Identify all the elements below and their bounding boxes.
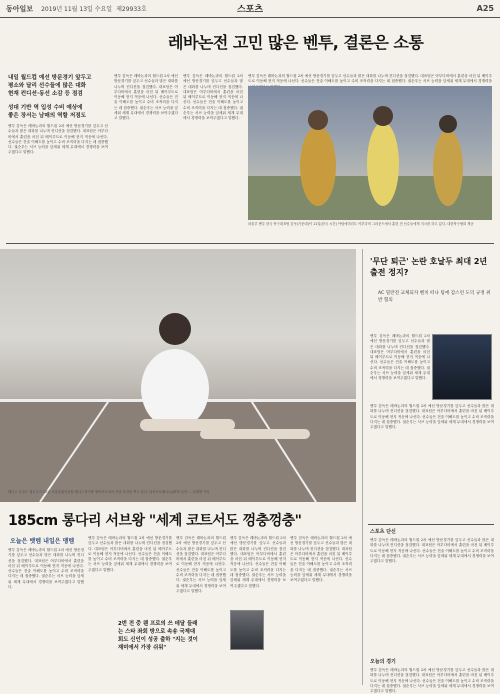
- deck-line-2: 평소와 달리 선수들에 많은 대화: [8, 83, 87, 89]
- feature-headline: 185cm 롱다리 서브왕 "세계 코트서도 껑충껑충": [8, 513, 302, 529]
- deck-line-5: 좋은 장서는 남매의 역할 저점도: [8, 113, 87, 119]
- brief-text: 벤투 감독은 레바논과의 월드컵 2차 예선 방문경기를 앞두고 선수들과 많은 대화를 나누며 컨디션을 점검했다. 대표팀은 아부다비에서 훈련을 마친 뒤 베이루트로 이동해 현지 적응에 나선다. 선수들은 전술 이해도를 높이고 수비 조직력을 다지는 데 집중했다. 권순우는 서브 능력을 앞세워 세계 무대에서 경쟁력을 보여주겠다고 말했다.: [370, 538, 494, 564]
- issue-number: 제29933호: [116, 6, 147, 13]
- side-col-1: 벤투 감독은 레바논과의 월드컵 2차 예선 방문경기를 앞두고 선수들과 많은 대화를 나누며 컨디션을 점검했다. 대표팀은 아부다비에서 훈련을 마친 뒤 베이루트로 이동해 현지 적응에 나선다. 선수들은 전술 이해도를 높이고 수비 조직력을 다지는 데 집중했다. 권순우는 서브 능력을 앞세워 세계 무대에서 경쟁력을 보여주겠다고 말했다.: [370, 334, 430, 381]
- newspaper-logo: 동아일보: [6, 4, 34, 13]
- top-story-col-4: 벤투 감독은 레바논과의 월드컵 2차 예선 방문경기를 앞두고 선수들과 많은 대화를 나누며 컨디션을 점검했다. 대표팀은 아부다비에서 훈련을 마친 뒤 베이루트로 이동해 현지 적응에 나선다. 선수들은 전술 이해도를 높이고 수비 조직력을 다지는 데 집중했다. 권순우는 서브 능력을 앞세워 세계 무대에서 경쟁력을: [248, 74, 492, 84]
- brief-title-2: 오늘의 경기: [370, 659, 396, 665]
- brief-title: 스포츠 단신: [370, 529, 396, 535]
- top-story-col-1: 벤투 감독은 레바논과의 월드컵 2차 예선 방문경기를 앞두고 선수들과 많은 대화를 나누며 컨디션을 점검했다. 대표팀은 아부다비에서 훈련을 마친 뒤 베이루트로 이동해 현지 적응에 나선다. 선수들은 전술 이해도를 높이고 수비 조직력을 다지는 데 집중했다. 권순우는 서브 능력을 앞세워 세계 무대에서 경쟁력을 보여주겠다고 말했다.: [8, 124, 108, 155]
- deck-line-4: 성대 기반 역 입성 수비 예상에: [8, 105, 83, 111]
- top-story-col-3: 벤투 감독은 레바논과의 월드컵 2차 예선 방문경기를 앞두고 선수들과 많은 대화를 나누며 컨디션을 점검했다. 대표팀은 아부다비에서 훈련을 마친 뒤 베이루트로 이동해 현지 적응에 나선다. 선수들은 전술 이해도를 높이고 수비 조직력을 다지는 데 집중했다. 권순우는 서브 능력을 앞세워 세계 무대에서 경쟁력을 보여주겠다고 말했다.: [183, 74, 243, 121]
- feature-photo-caption: 테니스 유망주 권순우가 12일 서울올림픽공원 테니스경기장 센터코트에서 기념 사진을 찍고 있다. 남자프로테니스(ATP) 투어 ... 김재명 기자: [8, 490, 210, 494]
- deck-line-1: 내일 월드컵 예선 방문경기 앞두고: [8, 75, 92, 81]
- feature-col-3: 벤투 감독은 레바논과의 월드컵 2차 예선 방문경기를 앞두고 선수들과 많은 대화를 나누며 컨디션을 점검했다. 대표팀은 아부다비에서 훈련을 마친 뒤 베이루트로 이동해 현지 적응에 나선다. 선수들은 전술 이해도를 높이고 수비 조직력을 다지는 데 집중했다. 권순우는 서브 능력을 앞세워 세계 무대에서 경쟁력을 보여주겠다고 말했다.: [176, 536, 226, 593]
- player-mugshot: [230, 610, 264, 650]
- section-divider: [6, 243, 494, 244]
- feature-col-4: 벤투 감독은 레바논과의 월드컵 2차 예선 방문경기를 앞두고 선수들과 많은 대화를 나누며 컨디션을 점검했다. 대표팀은 아부다비에서 훈련을 마친 뒤 베이루트로 이동해 현지 적응에 나선다. 선수들은 전술 이해도를 높이고 수비 조직력을 다지는 데 집중했다. 권순우는 서브 능력을 앞세워 세계 무대에서 경쟁력을 보여주겠다고 말했다.: [230, 536, 286, 588]
- team-training-photo: [248, 86, 492, 220]
- page-number: A25: [476, 4, 494, 13]
- ronaldo-photo: [432, 334, 492, 400]
- feature-subhead-left: 오늘은 뱃템 내일은 맹템: [10, 538, 75, 545]
- brief-text-2: 벤투 감독은 레바논과의 월드컵 2차 예선 방문경기를 앞두고 선수들과 많은 대화를 나누며 컨디션을 점검했다. 대표팀은 아부다비에서 훈련을 마친 뒤 베이루트로 이동해 현지 적응에 나선다. 선수들은 전술 이해도를 높이고 수비 조직력을 다지는 데 집중했다. 권순우는 서브 능력을 앞세워 세계 무대에서 경쟁력을 보여주겠다고 말했다.: [370, 668, 494, 694]
- feature-subhead-mid: 2번 전 중 웬 프로의 쓰 데달 들래는 스타 좌회 방으로 속송 국제대회도 신인이 성공 출하 "지는 것이 재미에서 가장 쉬워": [118, 621, 198, 651]
- feature-col-2: 벤투 감독은 레바논과의 월드컵 2차 예선 방문경기를 앞두고 선수들과 많은 대화를 나누며 컨디션을 점검했다. 대표팀은 아부다비에서 훈련을 마친 뒤 베이루트로 이동해 현지 적응에 나선다. 선수들은 전술 이해도를 높이고 수비 조직력을 다지는 데 집중했다. 권순우는 서브 능력을 앞세워 세계 무대에서 경쟁력을 보여주겠다고 말했다.: [88, 536, 172, 572]
- feature-col-1: 벤투 감독은 레바논과의 월드컵 2차 예선 방문경기를 앞두고 선수들과 많은 대화를 나누며 컨디션을 점검했다. 대표팀은 아부다비에서 훈련을 마친 뒤 베이루트로 이동해 현지 적응에 나선다. 선수들은 전술 이해도를 높이고 수비 조직력을 다지는 데 집중했다. 권순우는 서브 능력을 앞세워 세계 무대에서 경쟁력을 보여주겠다고 말했다.: [8, 548, 84, 590]
- side-headline: '무단 퇴근' 논란 호날두 최대 2년 출전 정지?: [370, 257, 488, 277]
- brief-divider: [368, 524, 494, 525]
- side-subhead: AC 밀란전 교체되자 벤치 떠나 팀에 감스런 도덕 규정 위반 혐의: [378, 291, 491, 303]
- page-header: [0, 0, 500, 18]
- column-rule: [362, 249, 363, 685]
- deck-line-3: 현재 컨디션·동선 소감 등 점검: [8, 91, 83, 97]
- side-col-2: 벤투 감독은 레바논과의 월드컵 2차 예선 방문경기를 앞두고 선수들과 많은 대화를 나누며 컨디션을 점검했다. 대표팀은 아부다비에서 훈련을 마친 뒤 베이루트로 이동해 현지 적응에 나선다. 선수들은 전술 이해도를 높이고 수비 조직력을 다지는 데 집중했다. 권순우는 서브 능력을 앞세워 세계 무대에서 경쟁력을 보여주겠다고 말했다.: [370, 404, 494, 430]
- tennis-player-photo: [0, 249, 356, 502]
- top-photo-caption: 파울루 벤투 한국 축구대표팀 감독(가운데)이 11일(한국 시간) 아랍에미리트 아부다비 그라운드에서 훈련 전 선수들에게 지시를 하고 있다. 대한축구협회 제공: [248, 222, 474, 226]
- feature-col-5: 벤투 감독은 레바논과의 월드컵 2차 예선 방문경기를 앞두고 선수들과 많은 대화를 나누며 컨디션을 점검했다. 대표팀은 아부다비에서 훈련을 마친 뒤 베이루트로 이동해 현지 적응에 나선다. 선수들은 전술 이해도를 높이고 수비 조직력을 다지는 데 집중했다. 권순우는 서브 능력을 앞세워 세계 무대에서 경쟁력을 보여주겠다고 말했다.: [290, 536, 352, 583]
- top-headline: 레바논전 고민 많은 벤투, 결론은 소통: [168, 33, 424, 52]
- top-story-col-2: 벤투 감독은 레바논과의 월드컵 2차 예선 방문경기를 앞두고 선수들과 많은 대화를 나누며 컨디션을 점검했다. 대표팀은 아부다비에서 훈련을 마친 뒤 베이루트로 이동해 현지 적응에 나선다. 선수들은 전술 이해도를 높이고 수비 조직력을 다지는 데 집중했다. 권순우는 서브 능력을 앞세워 세계 무대에서 경쟁력을 보여주겠다고 말했다.: [114, 74, 178, 121]
- section-title: 스포츠: [236, 5, 264, 15]
- issue-date: 2019년 11월 13일 수요일: [41, 6, 113, 13]
